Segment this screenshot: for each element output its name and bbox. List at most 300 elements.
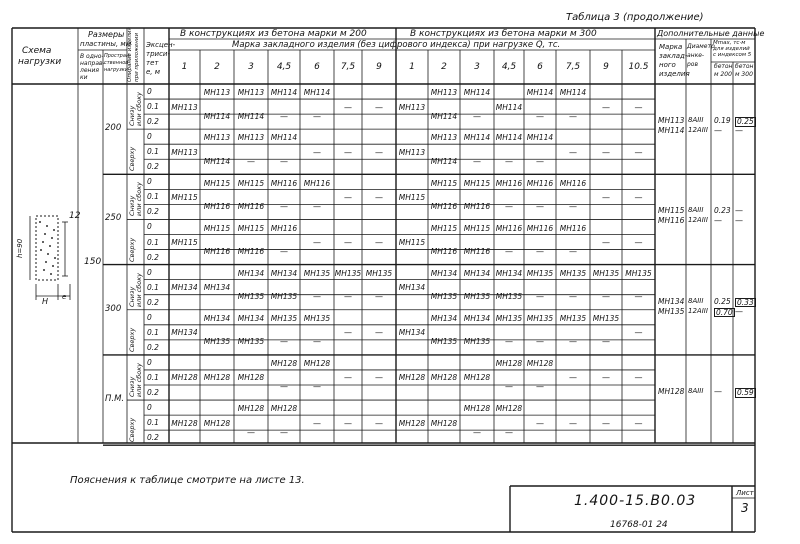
brand-cell: МН128 [495, 404, 523, 414]
load-direction: Снизу [128, 286, 136, 307]
eccentricity-header: тет [146, 59, 159, 67]
brand-cell: МН115 [398, 192, 426, 202]
plate-height-value: 12 [69, 211, 81, 221]
empty-cell: — [375, 238, 383, 247]
plate-size-header: Размеры [88, 30, 125, 39]
empty-cell: — [344, 418, 352, 428]
empty-cell: — [634, 328, 643, 338]
brand-cell: МН128 [463, 373, 491, 383]
extra-diameter-header: анке- [687, 52, 705, 59]
brand-cell: МН134 [398, 283, 426, 293]
extra-b300-value: — [735, 306, 743, 316]
load-direction: или сбоку [135, 363, 143, 398]
empty-cell: — [634, 418, 643, 428]
brand-cell: МН116 [203, 201, 231, 211]
extra-b200-value: — [714, 216, 722, 226]
load-column-200: 3 [248, 62, 254, 72]
extra-data-header: Дополнительные данные [657, 29, 765, 38]
empty-cell: — [569, 337, 577, 347]
empty-cell: — [602, 418, 610, 428]
brand-cell: МН115 [203, 178, 231, 188]
brand-cell: МН128 [303, 359, 331, 369]
empty-cell: — [569, 201, 577, 211]
brand-cell: МН135 [495, 314, 523, 324]
empty-cell: — [505, 427, 513, 437]
brand-cell: МН116 [237, 247, 265, 257]
empty-cell: — [375, 373, 383, 383]
load-direction: Снизу [128, 105, 136, 127]
eccentricity-value: 0.1 [147, 102, 159, 112]
brand-cell: МН134 [171, 328, 198, 338]
eccentricity-value: 0.2 [147, 117, 159, 127]
brand-cell: МН135 [463, 292, 491, 302]
brand-cell: МН135 [430, 337, 458, 347]
brand-cell: МН128 [237, 373, 265, 383]
brand-cell: МН135 [237, 292, 265, 302]
brand-cell: МН114 [463, 88, 491, 98]
empty-cell: — [473, 111, 481, 121]
sketch-hatch-dot [40, 249, 42, 251]
scheme-header: нагрузки [18, 57, 62, 67]
extra-diameter-value: 12АIII [688, 126, 708, 135]
brand-cell: МН114 [495, 102, 523, 112]
sketch-hatch-dot [51, 237, 53, 239]
brand-cell: МН114 [495, 133, 523, 143]
sketch-hatch-dot [47, 253, 49, 255]
load-column-300: 4,5 [501, 62, 517, 72]
extra-brand-value: МН128 [658, 387, 685, 396]
load-direction: Сверху [128, 327, 136, 352]
empty-cell: — [505, 201, 513, 211]
plate-size-subheader: ки [80, 74, 88, 81]
plate-width-value: 150 [84, 257, 102, 267]
brand-cell: МН116 [559, 223, 587, 233]
brand-cell: МН134 [237, 268, 265, 278]
plate-size-header: пластины, мм [80, 40, 131, 48]
extra-brand-value: МН115 [658, 206, 685, 216]
brand-cell: МН128 [430, 373, 458, 383]
empty-cell: — [602, 238, 610, 247]
empty-cell: — [280, 201, 288, 211]
brand-cell: МН113 [171, 102, 198, 112]
empty-cell: — [280, 382, 288, 392]
brand-cell: МН116 [303, 178, 331, 188]
brand-cell: МН116 [430, 201, 458, 211]
empty-cell: — [634, 147, 643, 157]
brand-cell: МН128 [203, 373, 231, 383]
empty-cell: — [536, 247, 544, 257]
empty-cell: — [344, 238, 352, 247]
eccentricity-header: e, м [146, 68, 161, 76]
brand-cell: МН128 [495, 359, 523, 369]
sketch-hatch-dot [43, 269, 45, 271]
eccentricity-value: 0 [147, 312, 152, 322]
load-column-200: 7,5 [340, 62, 356, 72]
empty-cell: — [344, 102, 352, 112]
extra-b300-value: 0.59 [737, 388, 754, 397]
eccentricity-value: 0.1 [147, 282, 159, 292]
scheme-header: Схема [22, 46, 52, 56]
empty-cell: — [280, 156, 288, 166]
table-title: Таблица 3 (продолжение) [566, 12, 704, 23]
load-column-300: 10.5 [628, 62, 649, 72]
extra-mmax-header: с индексом 5 [713, 52, 752, 58]
brand-cell: МН134 [430, 268, 458, 278]
extra-diameter-header: ров [687, 61, 699, 68]
support-header: при приложении [134, 32, 140, 82]
extra-b300-value: — [735, 206, 743, 216]
empty-cell: — [344, 292, 352, 302]
empty-cell: — [569, 247, 577, 257]
footnote: Пояснения к таблице смотрите на листе 13. [70, 475, 305, 486]
empty-cell: — [505, 247, 513, 257]
brand-cell: МН134 [463, 268, 491, 278]
extra-diameter-value: 8АIII [688, 296, 704, 305]
brand-cell: МН116 [463, 247, 491, 257]
empty-cell: — [569, 418, 577, 428]
empty-cell: — [536, 418, 544, 428]
plate-size-value: П.М. [105, 394, 125, 405]
eccentricity-value: 0.2 [147, 207, 159, 217]
empty-cell: — [344, 192, 352, 202]
eccentricity-value: 0.2 [147, 162, 159, 172]
plate-size-value: 200 [105, 123, 122, 134]
empty-cell: — [344, 147, 352, 157]
brand-cell: МН114 [237, 111, 265, 121]
brand-cell: МН128 [398, 373, 426, 383]
brand-cell: МН134 [398, 328, 426, 338]
eccentricity-value: 0 [147, 222, 152, 232]
brand-cell: МН135 [559, 268, 587, 278]
brand-cell: МН113 [203, 133, 231, 143]
load-direction: Сверху [128, 417, 136, 443]
brand-cell: МН116 [237, 201, 265, 211]
empty-cell: — [569, 147, 577, 157]
extra-diameter-header: Диаметр [687, 43, 715, 50]
extra-b200-value: 0.70 [716, 307, 733, 317]
brand-cell: МН135 [303, 268, 331, 278]
empty-cell: — [505, 337, 513, 347]
brand-cell: МН128 [398, 418, 426, 428]
empty-cell: — [313, 147, 321, 157]
load-column-300: 7,5 [565, 62, 581, 72]
plate-size-value: 300 [105, 303, 122, 314]
extra-brand-header: Марка [659, 43, 683, 51]
empty-cell: — [602, 337, 610, 347]
brand-cell: МН134 [430, 314, 458, 324]
load-direction: или сбоку [135, 182, 143, 217]
empty-cell: — [344, 328, 352, 338]
brand-cell: МН128 [526, 359, 554, 369]
extra-diameter-value: 12АIII [688, 216, 708, 225]
empty-cell: — [313, 418, 321, 428]
eccentricity-value: 0 [147, 403, 152, 413]
extra-b200-value: — [714, 126, 722, 136]
concrete-200-header: В конструкциях из бетона марки м 200 [180, 29, 367, 39]
brand-cell: МН115 [237, 223, 265, 233]
brand-cell: МН135 [237, 337, 265, 347]
extra-b300-value: — [735, 216, 743, 226]
extra-diameter-value: 8АIII [688, 116, 704, 125]
sketch-hatch-dot [49, 245, 51, 247]
empty-cell: — [536, 201, 544, 211]
empty-cell: — [536, 292, 544, 302]
plate-size-subheader: ственной [104, 60, 129, 66]
empty-cell: — [247, 156, 255, 166]
brand-header: Марка закладного изделия (без цифрового индекса) при нагрузке Q, тс. [232, 40, 561, 50]
extra-b200-value: 0.23 [714, 206, 731, 216]
empty-cell: — [313, 292, 321, 302]
empty-cell: — [505, 382, 513, 392]
brand-cell: МН135 [592, 314, 620, 324]
extra-brand-value: МН114 [658, 126, 685, 136]
load-column-300: 9 [603, 62, 609, 72]
eccentricity-value: 0.2 [147, 297, 159, 307]
brand-cell: МН115 [171, 192, 198, 202]
eccentricity-value: 0.1 [147, 372, 159, 382]
brand-cell: МН135 [203, 337, 231, 347]
empty-cell: — [375, 102, 383, 112]
brand-cell: МН135 [463, 337, 491, 347]
brand-cell: МН113 [398, 102, 426, 112]
load-column-300: 1 [409, 62, 415, 72]
empty-cell: — [280, 247, 288, 257]
brand-cell: МН135 [526, 314, 554, 324]
sketch-hatch-dot [50, 273, 52, 275]
brand-cell: МН116 [526, 223, 554, 233]
extra-b300-value: 0.33 [737, 297, 754, 307]
brand-cell: МН134 [237, 314, 265, 324]
extra-brand-value: МН113 [658, 116, 685, 126]
brand-cell: МН116 [430, 247, 458, 257]
brand-cell: МН116 [559, 178, 587, 188]
empty-cell: — [634, 238, 643, 247]
sketch-hatch-dot [45, 261, 47, 263]
plate-size-value: 250 [105, 213, 122, 224]
brand-cell: МН114 [463, 133, 491, 143]
brand-cell: МН115 [237, 178, 265, 188]
plate-size-subheader: ления [80, 67, 99, 74]
extra-b300-value: 0.25 [737, 117, 754, 127]
extra-diameter-value: 8АIII [688, 206, 704, 215]
brand-cell: МН113 [430, 133, 458, 143]
brand-cell: МН135 [592, 268, 620, 278]
brand-cell: МН114 [526, 88, 554, 98]
brand-cell: МН114 [203, 111, 231, 121]
empty-cell: — [634, 373, 643, 383]
brand-cell: МН113 [171, 147, 198, 157]
load-direction: Сверху [128, 237, 136, 262]
brand-cell: МН134 [203, 283, 231, 293]
eccentricity-value: 0 [147, 87, 152, 96]
empty-cell: — [375, 292, 383, 302]
brand-cell: МН128 [270, 359, 298, 369]
empty-cell: — [569, 111, 577, 121]
brand-cell: МН134 [270, 268, 298, 278]
brand-cell: МН115 [430, 178, 458, 188]
empty-cell: — [602, 147, 610, 157]
brand-cell: МН115 [171, 238, 198, 247]
empty-cell: — [634, 192, 643, 202]
eccentricity-value: 0 [147, 177, 152, 187]
extra-diameter-value: 8АIII [688, 387, 704, 395]
eccentricity-value: 0.1 [147, 192, 159, 202]
extra-brand-header: ного [659, 61, 676, 69]
eccentricity-header: Эксцен- [146, 41, 176, 49]
extra-b200-header: м 200 [714, 71, 732, 78]
load-column-300: 3 [474, 62, 480, 72]
brand-cell: МН135 [495, 292, 523, 302]
empty-cell: — [536, 337, 544, 347]
eccentricity-value: 0.2 [147, 342, 159, 352]
brand-cell: МН134 [171, 283, 198, 293]
sketch-hatch-dot [46, 225, 48, 227]
empty-cell: — [375, 328, 383, 338]
brand-cell: МН116 [495, 223, 523, 233]
eccentricity-value: 0.1 [147, 418, 159, 428]
extra-b300-header: бетон [735, 63, 754, 70]
empty-cell: — [280, 111, 288, 121]
brand-cell: МН113 [237, 88, 265, 98]
brand-cell: МН135 [270, 314, 298, 324]
brand-cell: МН116 [463, 201, 491, 211]
empty-cell: — [247, 427, 255, 437]
sheet-number: 3 [741, 501, 749, 515]
empty-cell: — [313, 238, 321, 247]
brand-cell: МН114 [270, 88, 298, 98]
eccentricity-header: триси- [146, 50, 170, 58]
load-column-300: 6 [537, 62, 543, 72]
brand-cell: МН135 [334, 268, 362, 278]
brand-cell: МН128 [463, 404, 491, 414]
plate-size-subheader: Простран- [104, 53, 131, 59]
load-column-300: 2 [441, 62, 447, 72]
eccentricity-value: 0 [147, 267, 152, 277]
brand-cell: МН116 [270, 178, 298, 188]
empty-cell: — [602, 373, 610, 383]
brand-cell: МН115 [430, 223, 458, 233]
load-column-200: 1 [181, 62, 188, 72]
extra-mmax-header: Мmax, тс·м [713, 40, 746, 46]
extra-brand-value: МН116 [658, 216, 685, 226]
eccentricity-value: 0.2 [147, 433, 159, 443]
brand-cell: МН116 [495, 178, 523, 188]
brand-cell: МН113 [203, 88, 231, 98]
support-header: Опирание изделия [127, 27, 133, 82]
brand-cell: МН135 [365, 268, 393, 278]
sketch-hatch-dot [42, 241, 44, 243]
load-direction: Снизу [128, 196, 136, 217]
empty-cell: — [313, 382, 321, 392]
brand-cell: МН113 [398, 147, 426, 157]
eccentricity-value: 0 [147, 357, 152, 367]
brand-cell: МН134 [495, 268, 523, 278]
empty-cell: — [375, 147, 383, 157]
sketch-dim-e: e [62, 293, 67, 301]
sketch-dim-H: H [42, 297, 49, 306]
brand-cell: МН114 [270, 133, 298, 143]
brand-cell: МН115 [398, 238, 426, 247]
brand-cell: МН135 [270, 292, 298, 302]
brand-cell: МН114 [430, 111, 458, 121]
empty-cell: — [280, 427, 288, 437]
extra-brand-value: МН135 [658, 306, 685, 316]
load-direction: Сверху [128, 147, 136, 172]
load-column-200: 6 [314, 62, 320, 72]
eccentricity-value: 0.2 [147, 388, 159, 397]
load-direction: или сбоку [135, 272, 143, 307]
load-scheme-sketch [30, 216, 70, 300]
empty-cell: — [313, 111, 321, 121]
eccentricity-value: 0.1 [147, 237, 159, 247]
eccentricity-value: 0.1 [147, 327, 159, 337]
plate-size-subheader: В одно- [80, 53, 104, 60]
brand-cell: МН114 [526, 133, 554, 143]
eccentricity-value: 0.1 [147, 147, 159, 157]
empty-cell: — [473, 427, 481, 437]
brand-cell: МН128 [171, 418, 198, 428]
brand-cell: МН115 [463, 223, 491, 233]
brand-cell: МН115 [203, 223, 231, 233]
plate-size-subheader: направ- [80, 60, 105, 67]
load-column-200: 9 [376, 62, 382, 72]
extra-b300-header: м 300 [735, 71, 753, 78]
empty-cell: — [344, 373, 352, 383]
brand-cell: МН128 [203, 418, 231, 428]
brand-cell: МН135 [625, 268, 652, 278]
extra-b200-value: 0.19 [714, 116, 731, 126]
brand-cell: МН114 [559, 88, 587, 98]
brand-cell: МН135 [430, 292, 458, 302]
load-column-200: 4,5 [276, 62, 292, 72]
empty-cell: — [602, 102, 610, 112]
load-direction: или сбоку [135, 92, 143, 127]
empty-cell: — [602, 292, 610, 302]
empty-cell: — [375, 192, 383, 202]
brand-cell: МН114 [303, 88, 331, 98]
empty-cell: — [505, 156, 513, 166]
sketch-dim-h: h=90 [16, 238, 24, 258]
empty-cell: — [634, 102, 643, 112]
extra-mmax-header: для изделий [713, 46, 750, 52]
empty-cell: — [313, 201, 321, 211]
brand-cell: МН116 [270, 223, 298, 233]
empty-cell: — [569, 292, 577, 302]
brand-cell: МН135 [303, 314, 331, 324]
empty-cell: — [602, 192, 610, 202]
brand-cell: МН113 [237, 133, 265, 143]
brand-cell: МН134 [463, 314, 491, 324]
sketch-hatch-dot [39, 221, 41, 223]
document-code: 1.400-15.В0.03 [574, 493, 697, 509]
sketch-hatch-dot [44, 233, 46, 235]
brand-cell: МН114 [203, 156, 231, 166]
empty-cell: — [536, 111, 544, 121]
brand-cell: МН114 [430, 156, 458, 166]
brand-cell: МН135 [526, 268, 554, 278]
brand-cell: МН116 [203, 247, 231, 257]
empty-cell: — [280, 337, 288, 347]
extra-brand-header: заклад- [659, 52, 688, 60]
empty-cell: — [536, 382, 544, 392]
load-direction: Снизу [128, 376, 136, 398]
brand-cell: МН113 [430, 88, 458, 98]
extra-b200-value: 0.25 [714, 296, 731, 306]
empty-cell: — [313, 337, 321, 347]
brand-cell: МН115 [463, 178, 491, 188]
plate-size-subheader: нагрузки [104, 67, 129, 73]
brand-cell: МН128 [171, 373, 198, 383]
